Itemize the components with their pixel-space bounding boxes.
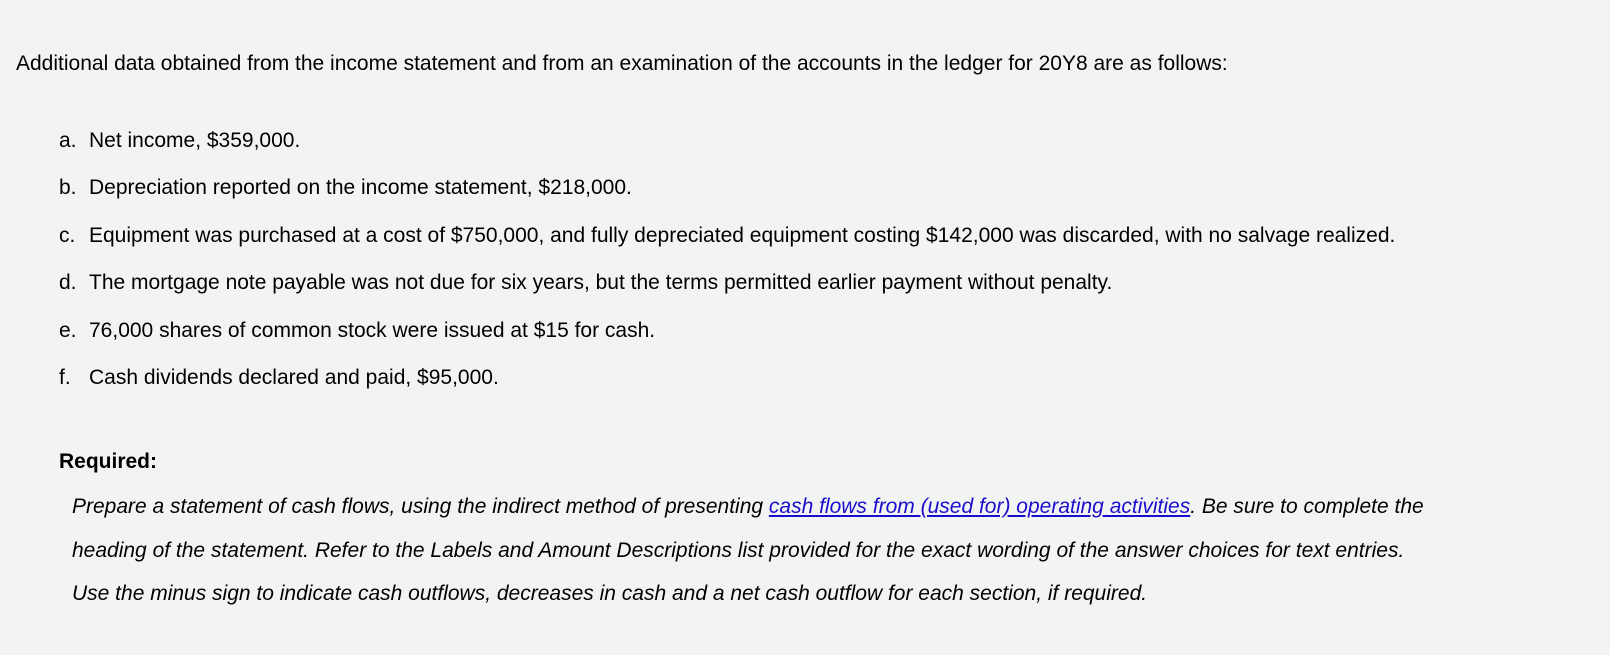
instruction-line-2: heading of the statement. Refer to the Labels and Amount Descriptions list provided for the exact wording of the answer choices for text entries. bbox=[72, 538, 1405, 562]
operating-activities-link[interactable]: cash flows from (used for) operating activities bbox=[768, 495, 1191, 518]
list-item bbox=[59, 174, 1395, 202]
list-item bbox=[59, 127, 1395, 155]
instruction-line-1 bbox=[72, 493, 1592, 537]
list-item-text: Net income, $359,000. bbox=[89, 129, 301, 152]
intro-text: Additional data obtained from the income statement and from an examination of the accounts in the ledger for 20Y8 are as follows: bbox=[16, 52, 1228, 75]
list-item-text: Depreciation reported on the income statement, $218,000. bbox=[89, 176, 632, 200]
list-item-letter: d. bbox=[59, 271, 77, 295]
list-item-letter: b. bbox=[59, 176, 77, 200]
required-instructions bbox=[72, 493, 1592, 624]
list-item-text: The mortgage note payable was not due for six years, but the terms permitted earlier payment without penalty. bbox=[89, 271, 1113, 295]
instruction-line-3: Use the minus sign to indicate cash outflows, decreases in cash and a net cash outflow for each section, if required. bbox=[72, 582, 1148, 605]
list-item-letter: a. bbox=[59, 129, 77, 152]
list-item bbox=[59, 222, 1395, 250]
list-item bbox=[59, 269, 1395, 297]
required-heading: Required: bbox=[59, 450, 158, 473]
list-item-letter: c. bbox=[59, 223, 76, 247]
list-item-letter: f. bbox=[59, 365, 71, 389]
data-list bbox=[59, 127, 1395, 411]
list-item-text: 76,000 shares of common stock were issued at $15 for cash. bbox=[89, 318, 656, 342]
list-item-letter: e. bbox=[59, 318, 77, 342]
instruction-text: . Be sure to complete the bbox=[1190, 495, 1424, 518]
list-item-text: Equipment was purchased at a cost of $750,000, and fully depreciated equipment costing $142,000 was discarded, with no salvage realized. bbox=[89, 223, 1396, 247]
list-item-text: Cash dividends declared and paid, $95,000. bbox=[89, 365, 499, 389]
list-item bbox=[59, 317, 1395, 345]
instruction-text: Prepare a statement of cash flows, using the indirect method of presenting bbox=[72, 495, 769, 518]
list-item bbox=[59, 364, 1395, 392]
